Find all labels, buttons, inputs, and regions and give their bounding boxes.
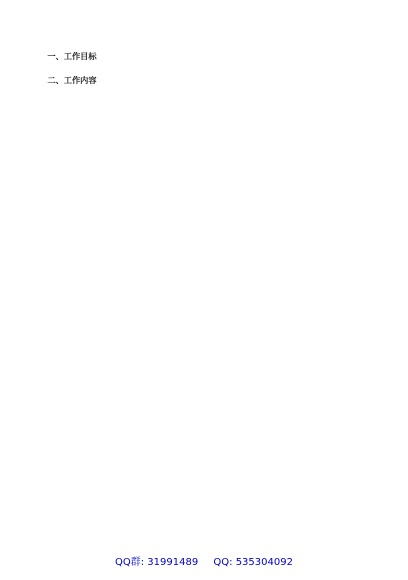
qq-label: QQ: 535304092 <box>213 557 293 568</box>
body-paragraph <box>31 38 377 50</box>
qq-group-label: QQ群: 31991489 <box>115 557 199 568</box>
subheading <box>31 122 377 134</box>
subheading <box>31 98 377 110</box>
section-heading: 二、工作内容 <box>47 75 97 86</box>
body-paragraph <box>31 62 377 74</box>
body-paragraph <box>31 110 377 122</box>
body-paragraph <box>31 86 377 98</box>
body-paragraph <box>31 26 377 38</box>
section-heading: 一、工作目标 <box>47 51 97 61</box>
body-paragraph <box>31 134 377 146</box>
footer-contact <box>0 553 408 568</box>
